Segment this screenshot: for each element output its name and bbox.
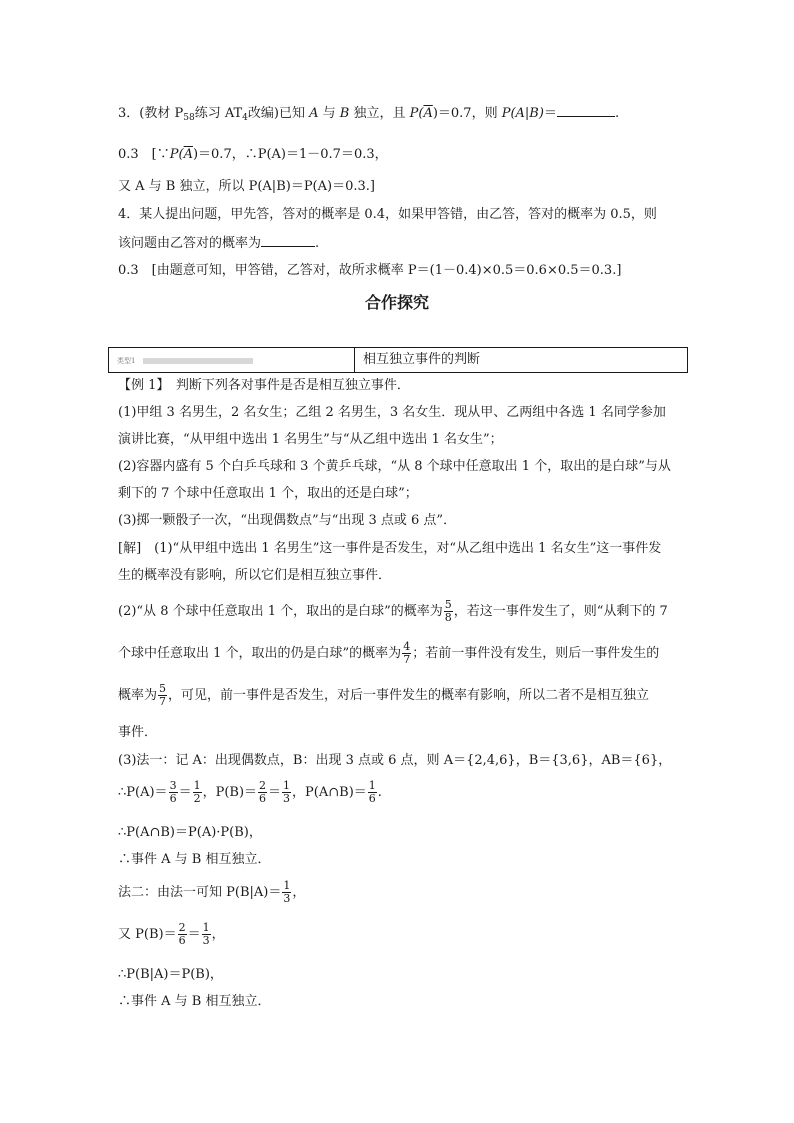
solution-method2-line1: 法二：由法一可知 P(B|A)＝ $\frac{1}{3}$ ，: [118, 879, 306, 905]
topic-type-label: 类型1: [117, 357, 136, 365]
solution-s2-line3: 概率为 $\frac{5}{7}$ ，可见，前一事件是否发生，对后一事件发生的概率有影响，所以二者不是相互独立: [118, 682, 650, 708]
solution-s3-line3: ∴P(A∩B)＝P(A)·P(B)，: [118, 825, 262, 840]
fraction-2-6: $\frac{2}{6}$: [259, 779, 267, 805]
solution-s3-line4: ∴事件 A 与 B 相互独立．: [118, 852, 271, 867]
solution-s2-line4: 事件．: [118, 725, 158, 740]
solution-s3-line1: (3)法一：记 A：出现偶数点，B：出现 3 点或 6 点，则 A＝{2,4,6}，B＝{3,6}，AB＝{6}，: [118, 753, 672, 768]
fraction-1-2: $\frac{1}{2}$: [193, 779, 201, 805]
fraction-1-3: $\frac{1}{3}$: [283, 879, 291, 905]
solution-s1-line1: [解] (1)“从甲组中选出 1 名男生”这一事件是否发生，对“从乙组中选出 1 名女生”这一事件发: [118, 541, 662, 556]
fraction-3-6: $\frac{3}{6}$: [169, 779, 177, 805]
solution-s3-line2: ∴P(A)＝ $\frac{3}{6}$ ＝ $\frac{1}{2}$ ，P(B)＝ $\frac{2}{6}$ ＝ $\frac{1}{3}$ ，P(A∩B)＝ $\frac{1}{6}$ .: [118, 779, 382, 805]
q4-answer: 0.3 [由题意可知，甲答错，乙答对，故所求概率 P＝(1－0.4)×0.5＝0.6×0.5＝0.3.]: [118, 263, 622, 278]
topic-type-cell: [109, 348, 355, 372]
solution-method2-line3: ∴P(B|A)＝P(B)，: [118, 967, 223, 982]
solution-method2-line4: ∴事件 A 与 B 相互独立．: [118, 994, 271, 1009]
fraction-4-7: $\frac{4}{7}$: [403, 640, 411, 666]
topic-title: 相互独立事件的判断: [363, 352, 481, 367]
answer-blank: [557, 104, 615, 117]
section-title: 合作探究: [364, 293, 429, 312]
fraction-1-6: $\frac{1}{6}$: [368, 779, 376, 805]
example-p1-line1: (1)甲组 3 名男生，2 名女生；乙组 2 名男生，3 名女生．现从甲、乙两组中各选 1 名同学参加: [118, 405, 666, 420]
q3-answer: 0.3 [$\because P(\overline{A})=0.7$，∴P(A)＝1－0.7＝0.3，: [118, 147, 388, 162]
solution-method2-line2: 又 P(B)＝ $\frac{2}{6}$ ＝ $\frac{1}{3}$ ，: [118, 921, 225, 947]
q4-line1: 4．某人提出问题，甲先答，答对的概率是 0.4，如果甲答错，由乙答，答对的概率为 0.5，则: [118, 207, 657, 222]
fraction-1-3: $\frac{1}{3}$: [283, 779, 291, 805]
solution-s2-line1: (2)“从 8 个球中任意取出 1 个，取出的是白球”的概率为 $\frac{5}{8}$ ，若这一事件发生了，则“从剩下的 7: [118, 598, 668, 624]
solution-s1-line2: 生的概率没有影响，所以它们是相互独立事件．: [118, 568, 392, 583]
q3-line: 3．(教材 $P_{58}$练习 $AT_4$改编)已知 A 与 B 独立，且 $P(\overline{A})=0.7$，则 P(A|B)＝ .: [118, 106, 620, 123]
fraction-5-7: $\frac{5}{7}$: [159, 682, 167, 708]
example-p1-line2: 演讲比赛，“从甲组中选出 1 名男生”与“从乙组中选出 1 名女生”；: [118, 432, 503, 447]
fraction-5-8: $\frac{5}{8}$: [444, 598, 452, 624]
example-p2-line2: 剩下的 7 个球中任意取出 1 个，取出的还是白球”；: [118, 486, 418, 501]
q4-line2: 该问题由乙答对的概率为 .: [118, 236, 320, 251]
solution-s2-line2: 个球中任意取出 1 个，取出的仍是白球”的概率为 $\frac{4}{7}$ ；若前一事件没有发生，则后一事件发生的: [118, 640, 660, 666]
topic-header-table: [108, 347, 688, 373]
example-p2-line1: (2)容器内盛有 5 个白乒乓球和 3 个黄乒乓球，“从 8 个球中任意取出 1 个，取出的是白球”与从: [118, 459, 671, 474]
example-p3: (3)掷一颗骰子一次，“出现偶数点”与“出现 3 点或 6 点”．: [118, 513, 457, 528]
topic-type-bar: [143, 358, 253, 364]
q3-answer-line2: 又 A 与 B 独立，所以 P(A|B)＝P(A)＝0.3.]: [118, 179, 375, 194]
fraction-2-6: $\frac{2}{6}$: [178, 921, 186, 947]
fraction-1-3: $\frac{1}{3}$: [202, 921, 210, 947]
example-heading: 【例 1】 判断下列各对事件是否是相互独立事件．: [118, 378, 410, 393]
answer-blank: [261, 234, 315, 247]
